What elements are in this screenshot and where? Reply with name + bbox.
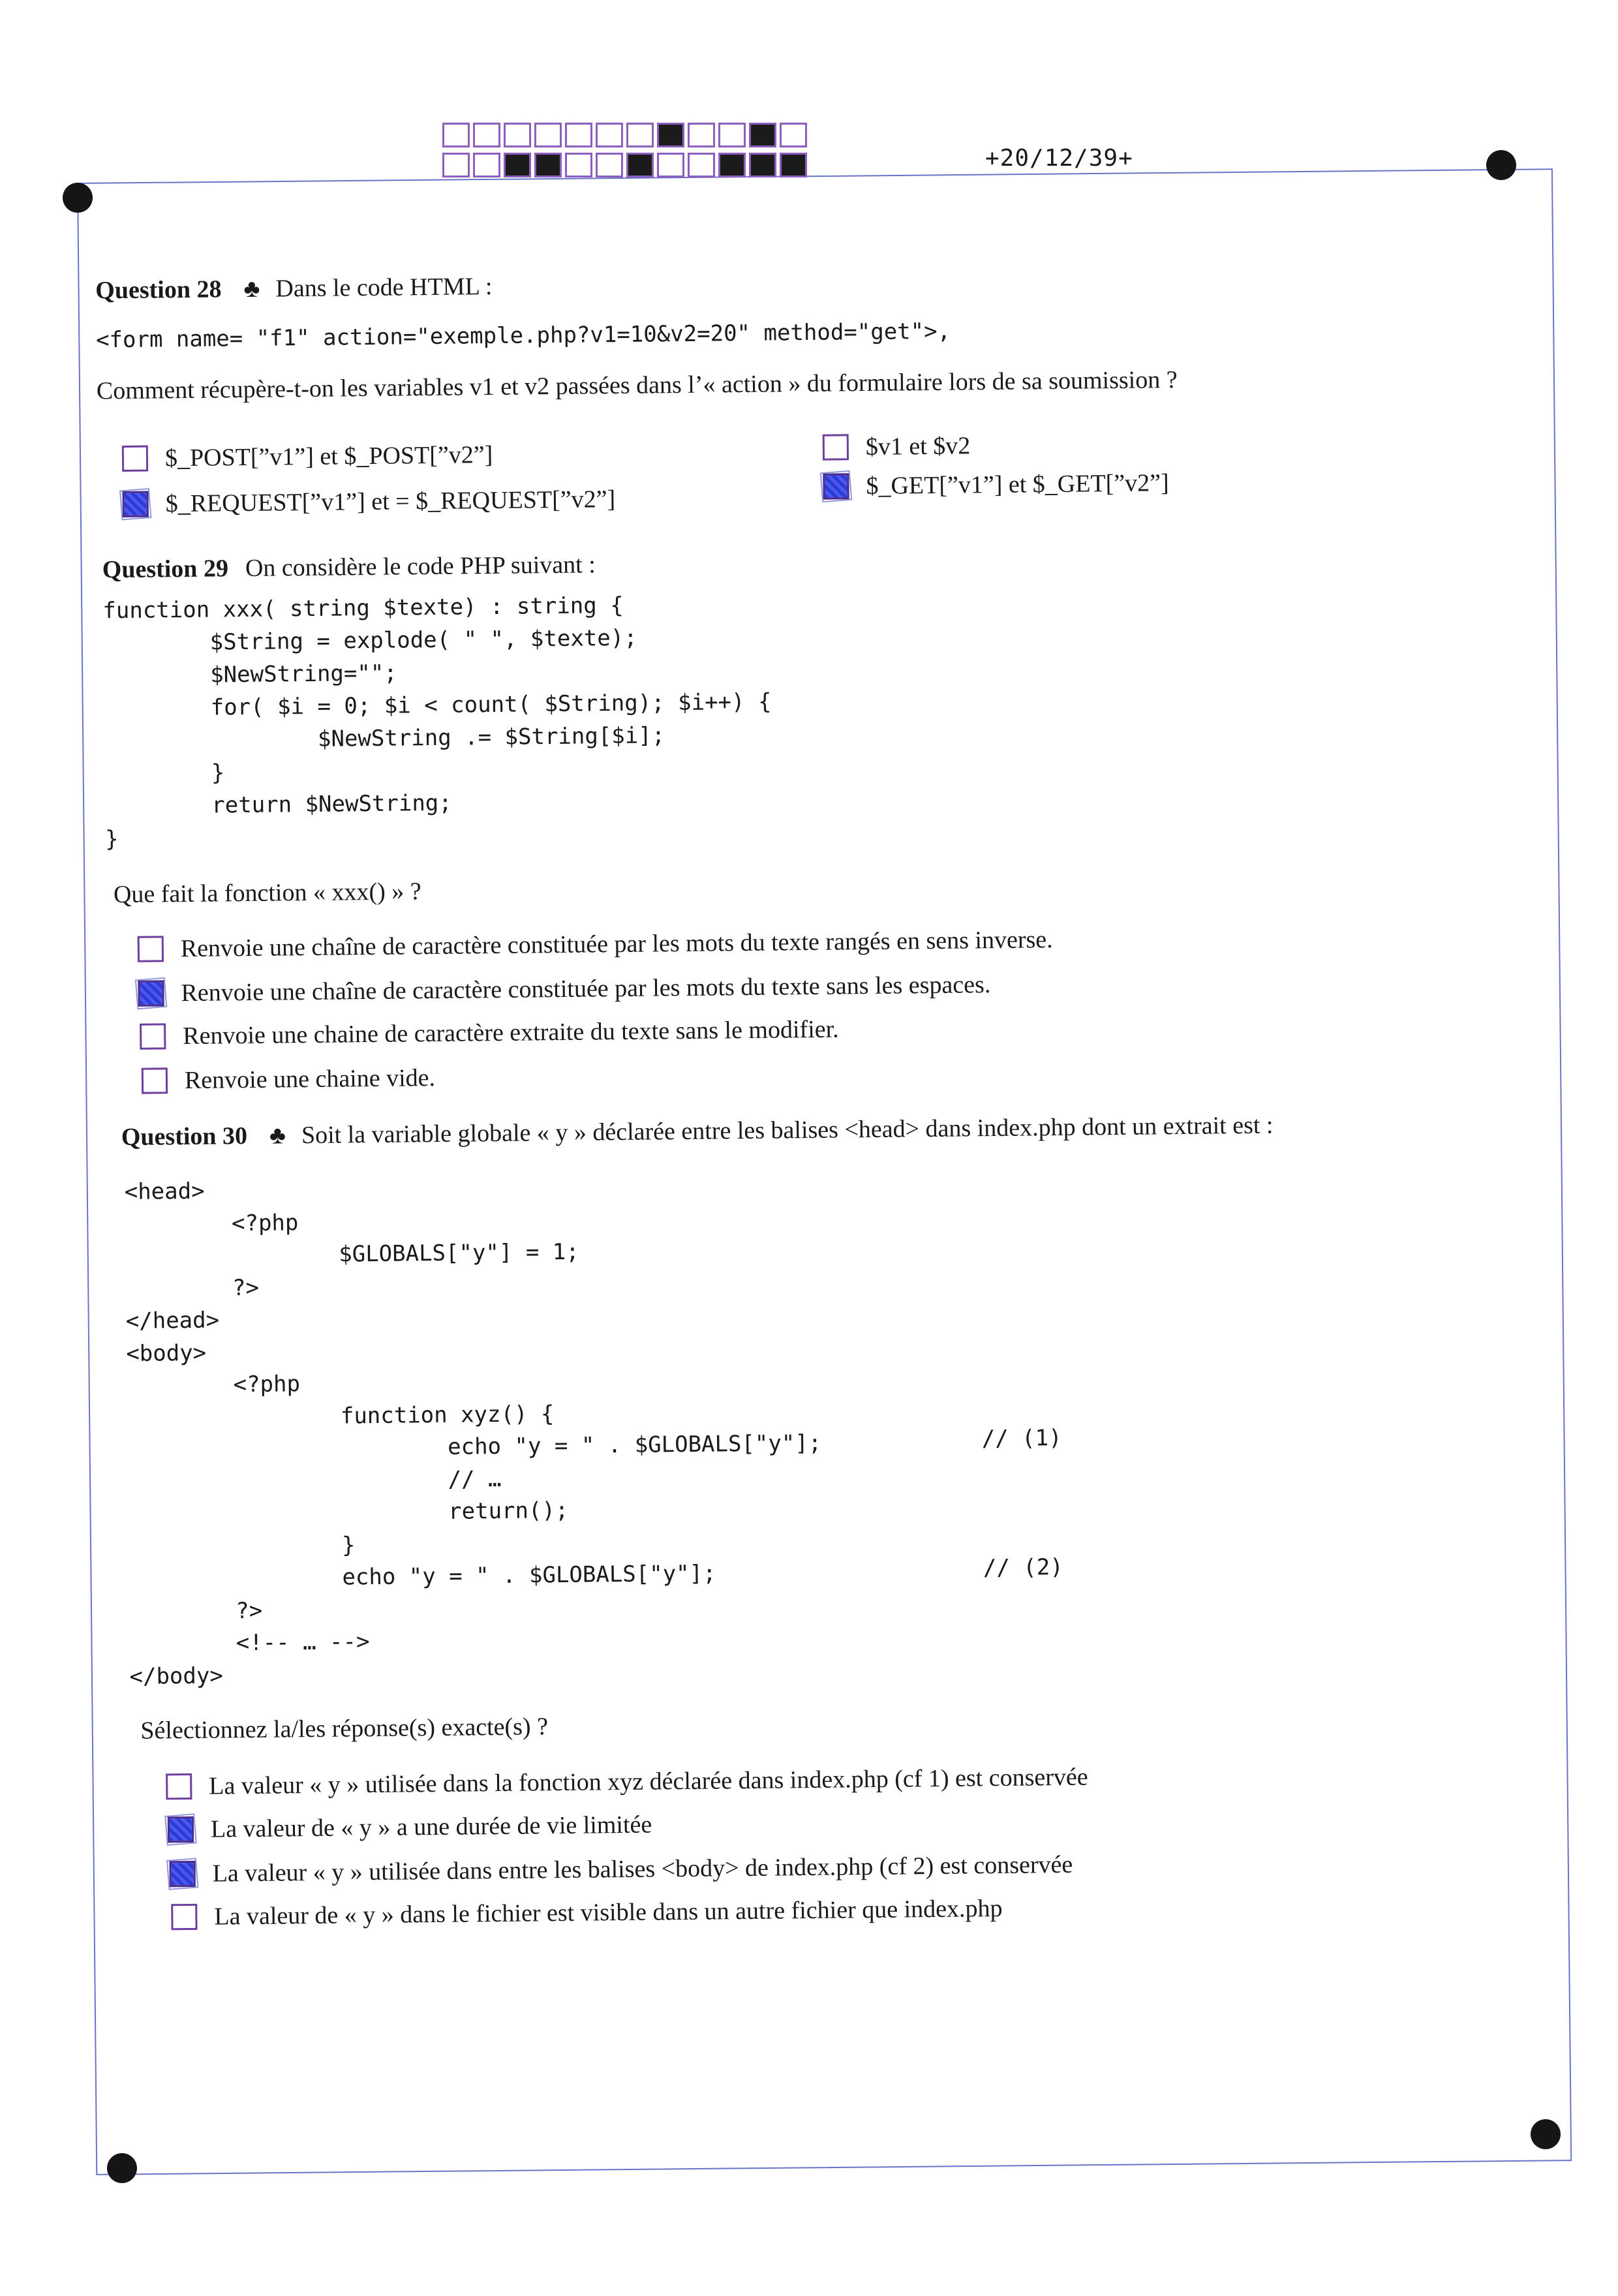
question-28-code: <form name= "f1" action="exemple.php?v1=10&v2=20" method="get">, xyxy=(95,318,951,354)
question-29-text: Que fait la fonction « xxx() » ? xyxy=(113,878,421,909)
question-28-text: Comment récupère-t-on les variables v1 et v2 passées dans l’« action » du formulaire lors de sa soumission ? xyxy=(96,366,1178,405)
question-29-code: function xxx( string $texte) : string { $String = explode( " ", $texte); $NewString=""; for( $i = 0; $i < count( $String); $i++) { $NewString .= $String[$i]; } return $NewString; } xyxy=(102,592,772,853)
club-icon: ♣ xyxy=(269,1122,286,1150)
answer-q29-a[interactable] xyxy=(138,925,1053,964)
answer-q28-b[interactable] xyxy=(122,485,615,519)
page-id: +20/12/39+ xyxy=(985,145,1133,172)
club-icon: ♣ xyxy=(243,275,260,303)
question-title: Question 29 xyxy=(102,555,229,584)
answer-q28-d[interactable] xyxy=(823,468,1169,501)
answer-q30-d[interactable] xyxy=(171,1894,1003,1931)
answer-label: $_GET[”v1”] et $_GET[”v2”] xyxy=(866,469,1169,500)
checkbox[interactable] xyxy=(169,1861,195,1887)
answer-q29-b[interactable] xyxy=(138,970,990,1008)
answer-label: Renvoie une chaîne de caractère constituée par les mots du texte rangés en sens inverse. xyxy=(180,926,1053,963)
answer-label: $_REQUEST[”v1”] et = $_REQUEST[”v2”] xyxy=(165,485,616,518)
answer-label: Renvoie une chaîne de caractère constituée par les mots du texte sans les espaces. xyxy=(181,971,991,1007)
checkbox[interactable] xyxy=(123,491,149,517)
question-30-code: <head> <?php $GLOBALS["y"] = 1; ?> </head> <body> <?php function xyz() { echo "y = " . $GLOBALS["y"]; // … return(); } echo "y = " . $GLOBALS["y"]; ?> <!-- … --> </body> xyxy=(124,1178,822,1690)
question-29-header xyxy=(102,550,596,584)
answer-label: $v1 et $v2 xyxy=(865,432,971,461)
checkbox[interactable] xyxy=(122,446,148,472)
answer-q29-c[interactable] xyxy=(140,1015,839,1051)
answer-label: $_POST[”v1”] et $_POST[”v2”] xyxy=(164,441,493,472)
question-28-header xyxy=(95,272,493,305)
question-intro: On considère le code PHP suivant : xyxy=(245,551,596,582)
answer-label: La valeur « y » utilisée dans entre les balises <body> de index.php (cf 2) est conservée xyxy=(212,1850,1073,1888)
answer-label: Renvoie une chaine vide. xyxy=(184,1064,436,1095)
code-comment-1: // (1) xyxy=(981,1424,1062,1452)
answer-q30-c[interactable] xyxy=(169,1850,1073,1888)
answer-label: Renvoie une chaine de caractère extraite du texte sans le modifier. xyxy=(183,1015,839,1050)
checkbox[interactable] xyxy=(823,434,849,460)
answer-q30-a[interactable] xyxy=(166,1763,1088,1801)
question-30-text: Sélectionnez la/les réponse(s) exacte(s) ? xyxy=(140,1713,549,1745)
checkbox[interactable] xyxy=(140,1023,166,1049)
checkbox[interactable] xyxy=(171,1904,197,1930)
question-title: Question 30 xyxy=(121,1122,248,1152)
code-comment-2: // (2) xyxy=(983,1554,1063,1582)
answer-label: La valeur de « y » dans le fichier est visible dans un autre fichier que index.php xyxy=(214,1894,1003,1931)
checkbox[interactable] xyxy=(168,1816,194,1843)
question-intro: Dans le code HTML : xyxy=(275,273,493,303)
answer-q28-a[interactable] xyxy=(122,440,493,473)
checkbox[interactable] xyxy=(166,1773,192,1799)
checkbox[interactable] xyxy=(138,936,164,962)
checkbox[interactable] xyxy=(142,1067,168,1094)
answer-label: La valeur « y » utilisée dans la fonction xyz déclarée dans index.php (cf 1) est conservée xyxy=(209,1763,1088,1800)
answer-q28-c[interactable] xyxy=(823,431,971,461)
checkbox[interactable] xyxy=(138,980,164,1006)
question-intro: Soit la variable globale « y » déclarée entre les balises <head> dans index.php dont un extrait est : xyxy=(301,1111,1274,1150)
checkbox[interactable] xyxy=(823,473,849,499)
answer-q29-d[interactable] xyxy=(142,1064,436,1095)
question-title: Question 28 xyxy=(95,275,222,305)
answer-q30-b[interactable] xyxy=(168,1811,652,1844)
question-30-header xyxy=(121,1111,1274,1152)
answer-label: La valeur de « y » a une durée de vie limitée xyxy=(210,1811,652,1843)
